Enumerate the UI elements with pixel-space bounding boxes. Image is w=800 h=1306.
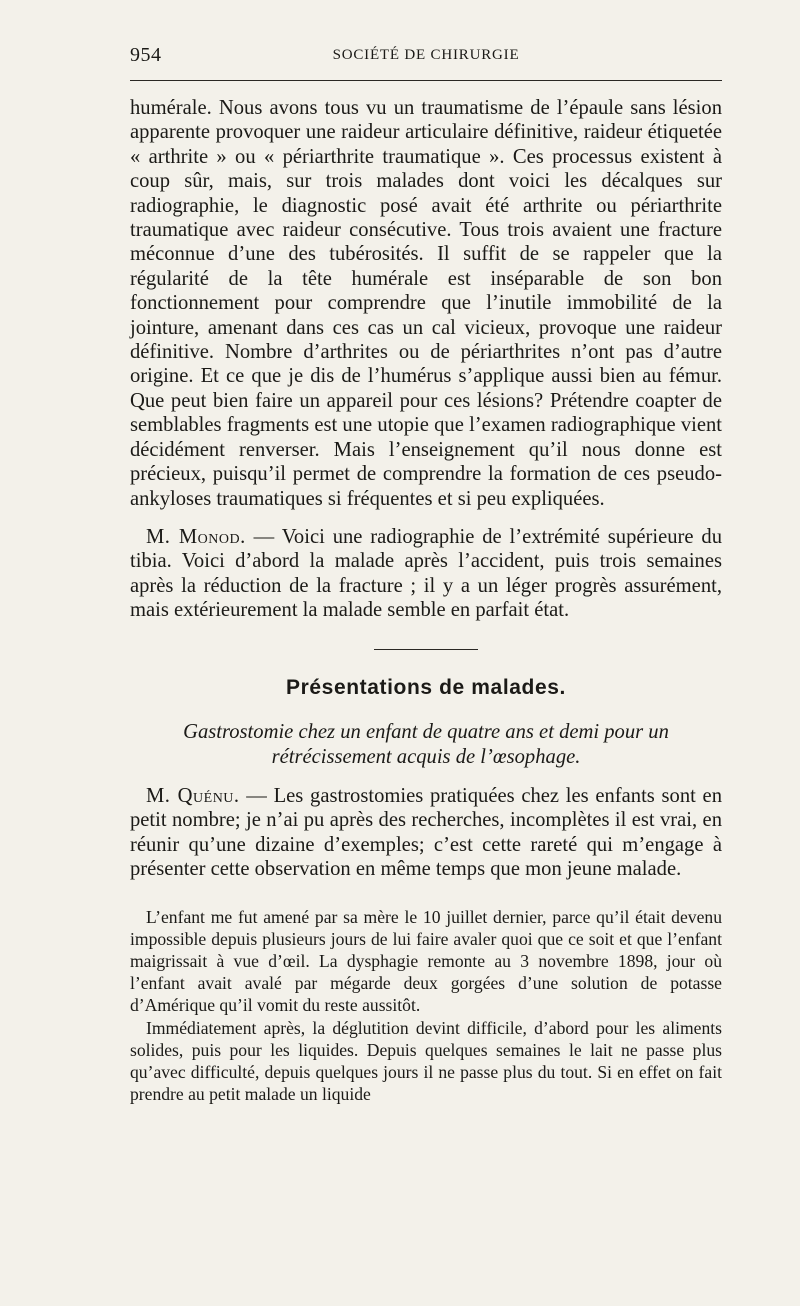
speaker-monod: M. Monod. xyxy=(146,525,246,548)
page-number: 954 xyxy=(130,44,162,66)
paragraph-continuation: humérale. Nous avons tous vu un traumatisme de l’épaule sans lésion apparente provoquer une raideur articulaire définitive, raideur étiquetée « arthrite » ou « périarthrite traumatique ». Ces processus existent à coup sûr, mais, sur trois malades dont voici les décalques sur radiographie, le diagnostic posé avait été arthrite ou périarthrite traumatique avec raideur consécutive. Tous trois avaient une fracture méconnue d’une des tubérosités. Il suffit de se rappeler que la régularité de la tête humérale est inséparable de son bon fonctionnement pour comprendre que l’inutile immobilité de la jointure, amenant dans ces cas un cal vicieux, provoque une raideur définitive. Nombre d’arthrites ou de périarthrites n’ont pas d’autre origine. Et ce que je dis de l’humérus s’applique aussi bien au fémur. Que peut bien faire un appareil pour ces lésions? Prétendre coapter de semblables fragments est une utopie que l’examen radiographique vient décidément renverser. Mais l’enseignement qu’il nous donne est précieux, puisqu’il permet de comprendre la formation de ces pseudo-ankyloses traumatiques si fréquentes et si peu expliquées. xyxy=(130,97,722,510)
body-text xyxy=(130,96,722,1105)
section-title: Présentations de malades. xyxy=(286,675,566,699)
section-separator-rule xyxy=(374,649,478,650)
case-title: Gastrostomie chez un enfant de quatre ans et demi pour un rétrécissement acquis de l’œsophage. xyxy=(183,720,669,768)
paragraph-observation-1: L’enfant me fut amené par sa mère le 10 juillet dernier, parce qu’il était devenu impossible depuis plusieurs jours de lui faire avaler quoi que ce soit et que l’enfant maigrissait à vue d’œil. La dysphagie remonte au 3 novembre 1898, jour où l’enfant avait avalé par mégarde deux gorgées d’une solution de potasse d’Amérique qu’il vomit du reste aussitôt. xyxy=(130,906,722,1016)
running-title: SOCIÉTÉ DE CHIRURGIE xyxy=(332,47,520,63)
paragraph-quenu xyxy=(130,784,722,882)
speaker-quenu: M. Quénu. xyxy=(146,784,240,807)
running-head xyxy=(130,44,722,74)
header-rule xyxy=(130,80,722,81)
paragraph-monod xyxy=(130,525,722,623)
paragraph-observation-2: Immédiatement après, la déglutition devint difficile, d’abord pour les aliments solides, puis pour les liquides. Depuis quelques semaines le lait ne passe plus qu’avec difficulté, depuis quelques jours il ne passe plus du tout. Si en effet on fait prendre au petit malade un liquide xyxy=(130,1017,722,1105)
paragraph-monod-text: — Voici une radiographie de l’extrémité supérieure du tibia. Voici d’abord la malade après l’accident, puis trois semaines après la réduction de la fracture ; il y a un léger progrès assurément, mais extérieurement la malade semble en parfait état. xyxy=(130,525,722,622)
paragraph-quenu-text: — Les gastrostomies pratiquées chez les enfants sont en petit nombre; je n’ai pu après des recherches, incomplètes il est vrai, en réunir qu’une dizaine d’exemples; c’est cette rareté qui m’engage à présenter cette observation en même temps que mon jeune malade. xyxy=(130,784,722,881)
